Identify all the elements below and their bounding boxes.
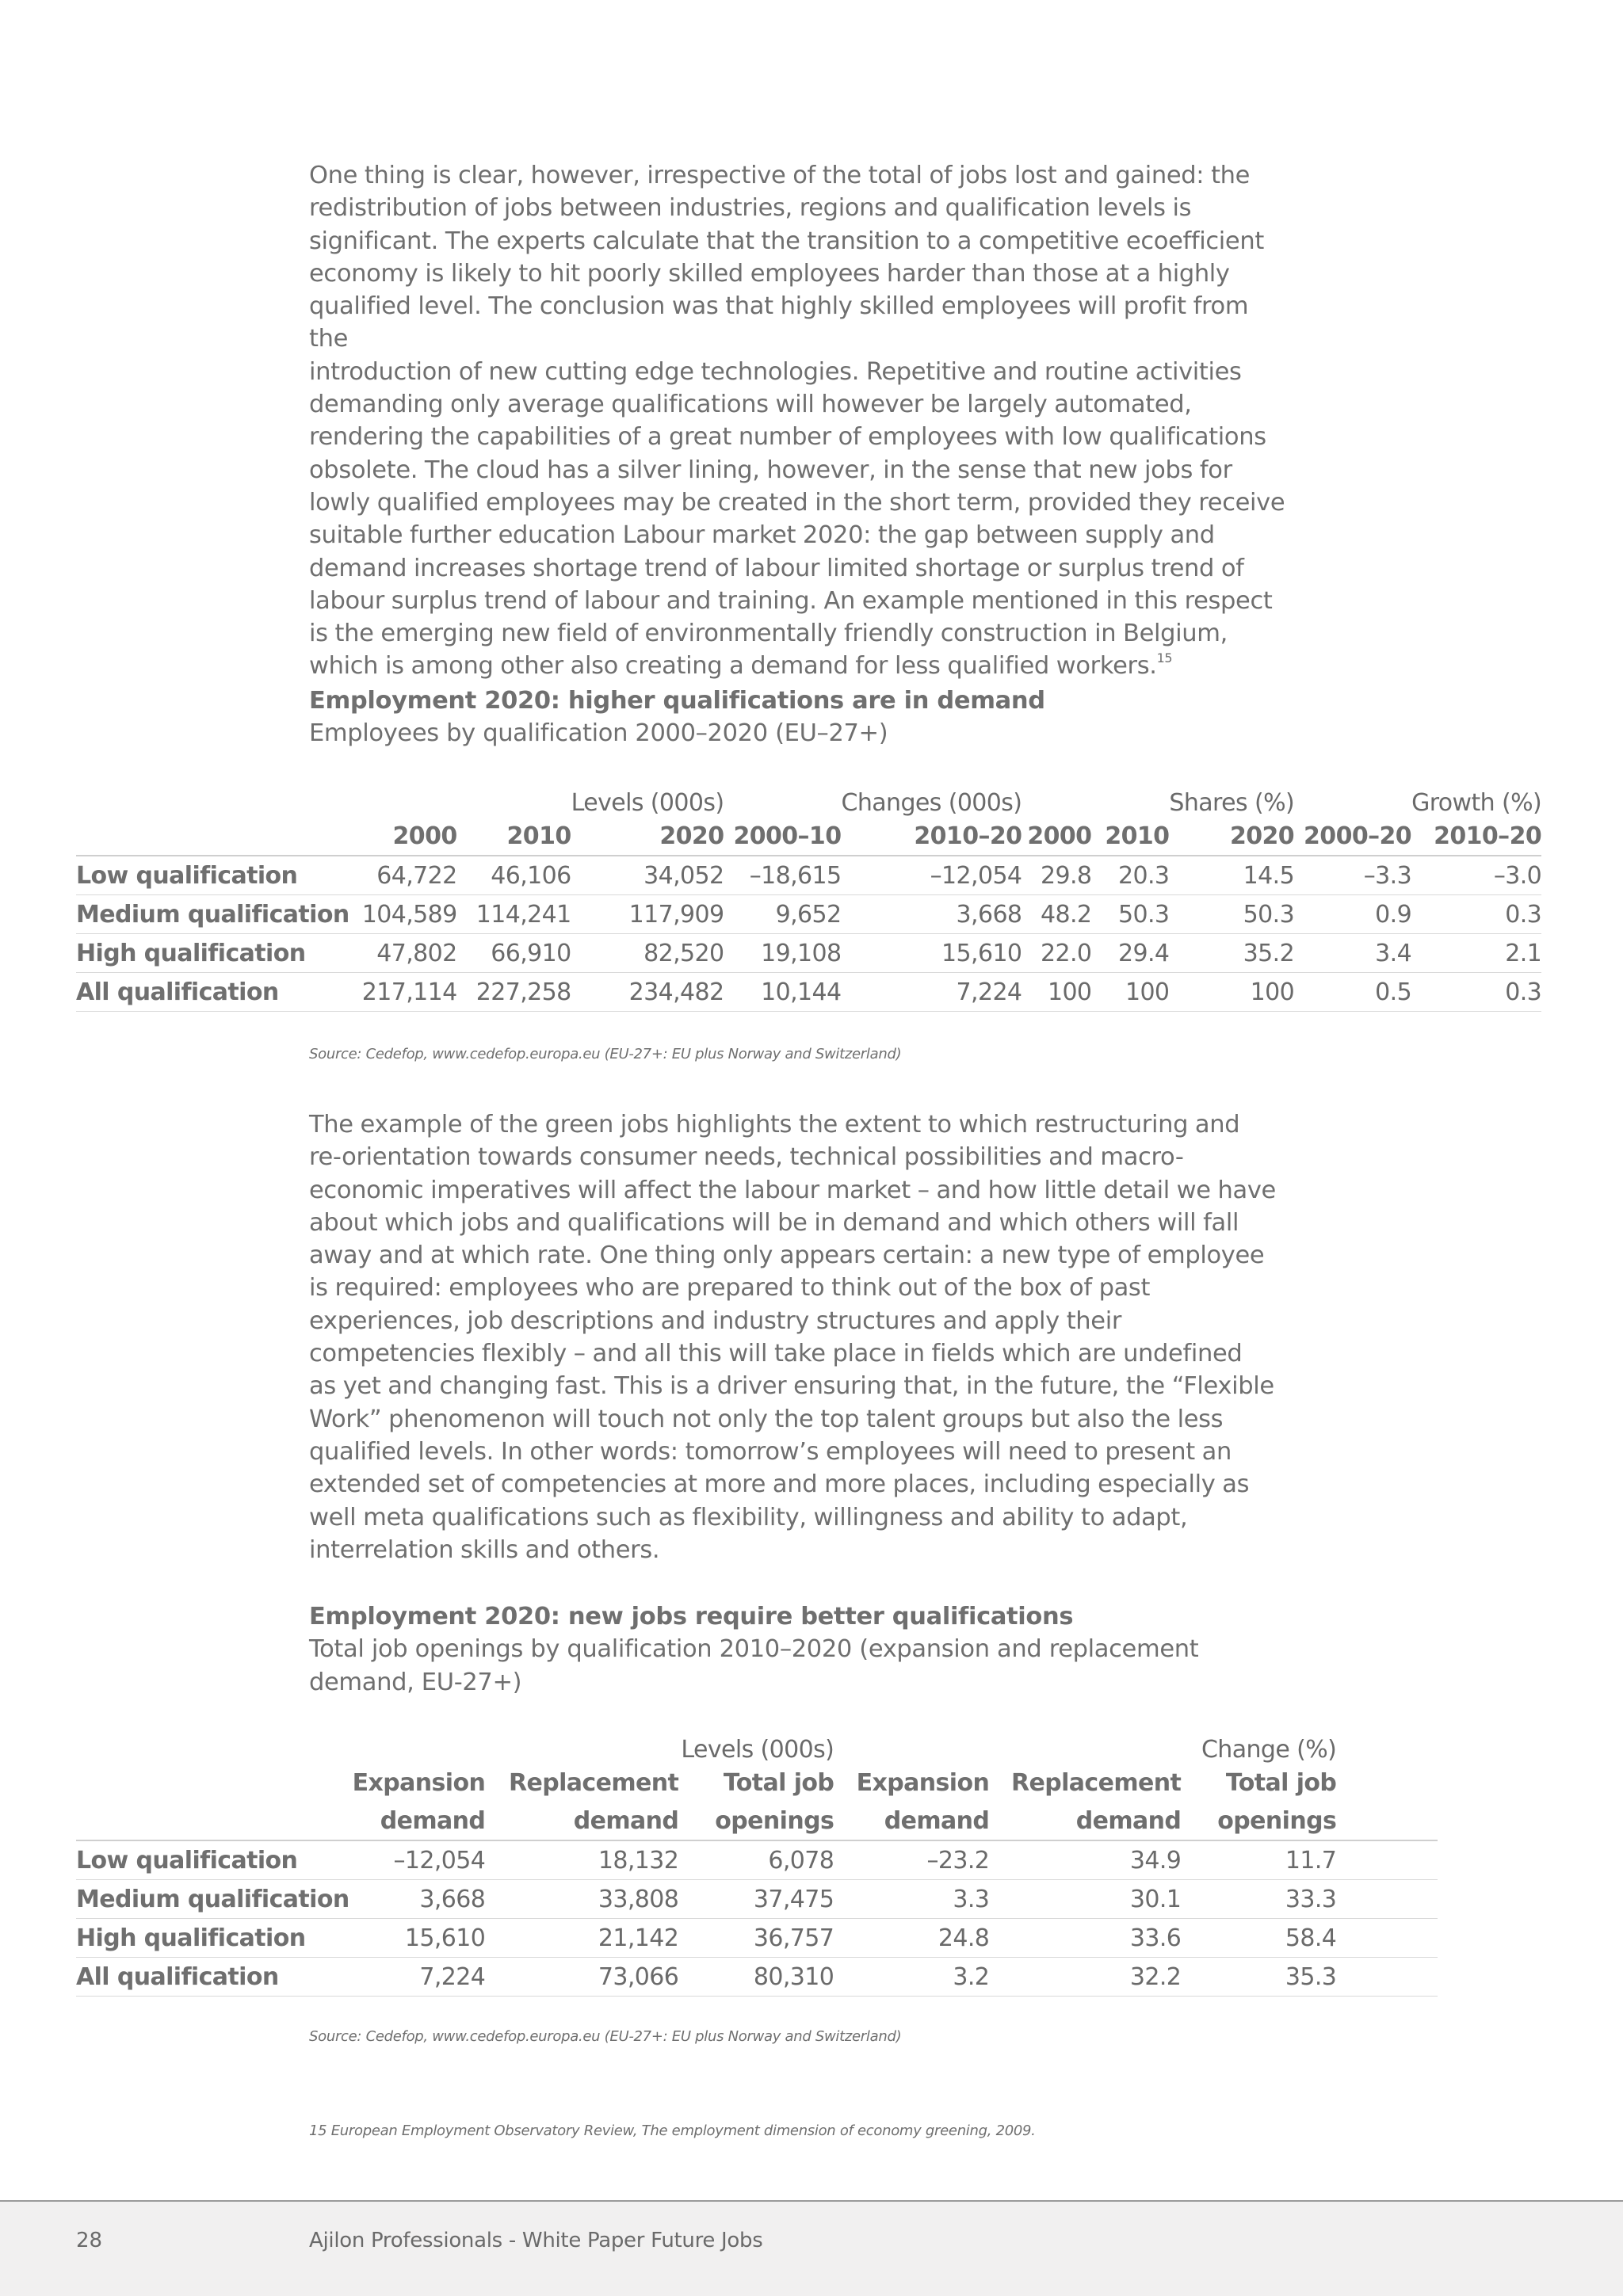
table2-group-levels: Levels (000s) [681,1736,834,1764]
table1-col-share-2000: 2000 [1022,817,1091,856]
table-cell: 21,142 [485,1919,678,1958]
table2-col-total-line2: openings [678,1802,834,1840]
table-cell: 0.3 [1411,973,1541,1012]
table1-col-2020: 2020 [571,817,724,856]
footnote-ref-15: 15 [1156,650,1173,666]
table-cell: 22.0 [1022,934,1091,973]
table-cell: 10,144 [724,973,841,1012]
row-label: Medium qualification [76,1880,353,1919]
table1-column-header-row [76,817,1541,856]
table1-group-changes: Changes (000s) [841,789,1022,817]
row-label: Low qualification [76,1840,353,1880]
table-cell: 0.9 [1294,895,1411,934]
table-cell: 30.1 [989,1880,1181,1919]
table-cell: 48.2 [1022,895,1091,934]
table-cell: 15,610 [353,1919,486,1958]
table-cell: 234,482 [571,973,724,1012]
table-cell: 3.4 [1294,934,1411,973]
table-cell: 18,132 [485,1840,678,1880]
table-cell: 114,241 [457,895,571,934]
table-cell: 3,668 [353,1880,486,1919]
table-cell: 34.9 [989,1840,1181,1880]
table1-group-header-row [76,780,1541,817]
table-cell: 58.4 [1181,1919,1336,1958]
table1-col-growth-2000-20: 2000–20 [1294,817,1411,856]
table-cell: 7,224 [841,973,1022,1012]
table-cell: 6,078 [678,1840,834,1880]
table-row [76,934,1541,973]
table-cell: 32.2 [989,1958,1181,1997]
table-cell: 0.3 [1411,895,1541,934]
table-cell: 36,757 [678,1919,834,1958]
table1-col-2010-20: 2010–20 [841,817,1022,856]
table-cell: 64,722 [353,856,457,895]
row-label: Medium qualification [76,895,353,934]
table1-heading [309,685,1292,750]
table2-title: Employment 2020: new jobs require better qualifications [309,1603,1074,1630]
row-label: Low qualification [76,856,353,895]
table-cell: 33.3 [1181,1880,1336,1919]
table-cell: 0.5 [1294,973,1411,1012]
table-cell: –3.0 [1411,856,1541,895]
table-cell: 33,808 [485,1880,678,1919]
table2-col-expansion-pct: Expansion [856,1768,990,1797]
table-cell: 73,066 [485,1958,678,1997]
table-cell: 217,114 [353,973,457,1012]
page-number: 28 [76,2229,103,2252]
table1-group-levels: Levels (000s) [571,789,724,817]
table-cell: 2.1 [1411,934,1541,973]
table-cell: –3.3 [1294,856,1411,895]
table-cell: –12,054 [353,1840,486,1880]
table-cell: 9,652 [724,895,841,934]
table1-title: Employment 2020: higher qualifications are in demand [309,687,1045,715]
table1-col-2000: 2000 [353,817,457,856]
row-label: High qualification [76,934,353,973]
table-cell: –18,615 [724,856,841,895]
table2-group-change: Change (%) [1201,1736,1337,1764]
table-cell: 33.6 [989,1919,1181,1958]
table2-col-replacement: Replacement [508,1768,679,1797]
employees-by-qualification-table [76,780,1541,1012]
table2-col-expansion-pct-line2: demand [834,1802,989,1840]
table2-col-replacement-line2: demand [485,1802,678,1840]
table2-col-total-pct-line2: openings [1181,1802,1336,1840]
table-cell: 82,520 [571,934,724,973]
table-cell: 100 [1022,973,1091,1012]
table1-group-shares: Shares (%) [1169,789,1295,817]
table-cell: 35.3 [1181,1958,1336,1997]
table-cell: 46,106 [457,856,571,895]
table2-group-header-row [76,1727,1438,1764]
table-cell: 20.3 [1091,856,1169,895]
table-cell: 11.7 [1181,1840,1336,1880]
table-cell: 34,052 [571,856,724,895]
table2-col-total: Total job [723,1768,834,1797]
table-cell: 100 [1169,973,1294,1012]
table-cell: 7,224 [353,1958,486,1997]
footer-publication-title: Ajilon Professionals - White Paper Future Jobs [309,2229,763,2252]
table-cell: 29.4 [1091,934,1169,973]
table-cell: 47,802 [353,934,457,973]
table-cell: 24.8 [834,1919,989,1958]
row-label: All qualification [76,1958,353,1997]
table-cell: 19,108 [724,934,841,973]
body-paragraph-2: The example of the green jobs highlights the extent to which restructuring and re-orientation towards consumer needs, technical possibilities and macro- economic imperatives will affect the labour market – and how little detail we have about which jobs and qualifications will be in demand and which others will fall away and at which rate. One thing only appears certain: a new type of employee is required: employees who are prepared to think out of the box of past experiences, job descriptions and industry structures and apply their competencies flexibly – and all this will take place in fields which are undefined as yet and changing fast. This is a driver ensuring that, in the future, the “Flexible Work” phenomenon will touch not only the top talent groups but also the less qualified levels. In other words: tomorrow’s employees will need to present an extended set of competencies at more and more places, including especially as well meta qualifications such as flexibility, willingness and ability to adapt, interrelation skills and others. [309,1111,1276,1564]
table-cell: 80,310 [678,1958,834,1997]
table2-col-replacement-pct-line2: demand [989,1802,1181,1840]
body-paragraph-1 [309,159,1292,683]
table1-col-2010: 2010 [457,817,571,856]
table-row [76,1840,1438,1880]
job-openings-by-qualification-table [76,1727,1438,1997]
table-row [76,973,1541,1012]
table2-subtitle: Total job openings by qualification 2010–2020 (expansion and replacement demand, EU-27+) [309,1635,1199,1696]
paragraph-1-text: One thing is clear, however, irrespective of the total of jobs lost and gained: the redistribution of jobs between industries, regions and qualification levels is significant. The experts calculate that the transition to a competitive ecoefficient economy is likely to hit poorly skilled employees harder than those at a highly qualified level. The conclusion was that highly skilled employees will profit from the introduction of new cutting edge technologies. Repetitive and routine activities demanding only average qualifications will however be largely automated, rendering the capabilities of a great number of employees with low qualifications obsolete. The cloud has a silver lining, however, in the sense that new jobs for lowly qualified employees may be created in the short term, provided they receive suitable further education Labour market 2020: the gap between supply and demand increases shortage trend of labour limited shortage or surplus trend of labour surplus trend of labour and training. An example mentioned in this respect is the emerging new field of environmentally friendly construction in Belgium, which is among other also creating a demand for less qualified workers. [309,162,1285,681]
table-cell: 3,668 [841,895,1022,934]
table1-source-note: Source: Cedefop, www.cedefop.europa.eu (EU-27+: EU plus Norway and Switzerland) [309,1046,902,1062]
table-row [76,856,1541,895]
footnote-15: 15 European Employment Observatory Review, The employment dimension of economy greening, 2009. [309,2122,1036,2139]
table1-col-share-2020: 2020 [1169,817,1294,856]
table-cell: –23.2 [834,1840,989,1880]
table-cell: –12,054 [841,856,1022,895]
table1-col-2000-10: 2000–10 [724,817,841,856]
row-label: All qualification [76,973,353,1012]
table-cell: 117,909 [571,895,724,934]
table-cell: 37,475 [678,1880,834,1919]
table1-subtitle: Employees by qualification 2000–2020 (EU–27+) [309,719,888,748]
table-row [76,1880,1438,1919]
table2-col-expansion-line2: demand [353,1802,486,1840]
table-cell: 3.2 [834,1958,989,1997]
table2-col-expansion: Expansion [352,1768,486,1797]
table-row [76,1919,1438,1958]
table-cell: 104,589 [353,895,457,934]
table1-col-growth-2010-20: 2010–20 [1411,817,1541,856]
page-footer [0,2200,1623,2296]
table-cell: 50.3 [1091,895,1169,934]
table-row [76,895,1541,934]
table1-col-share-2010: 2010 [1091,817,1169,856]
table-cell: 227,258 [457,973,571,1012]
table-cell: 100 [1091,973,1169,1012]
table-cell: 35.2 [1169,934,1294,973]
table-cell: 66,910 [457,934,571,973]
table2-column-header-row-1 [76,1764,1438,1802]
table2-col-replacement-pct: Replacement [1010,1768,1182,1797]
table-cell: 15,610 [841,934,1022,973]
table-cell: 14.5 [1169,856,1294,895]
table2-col-total-pct: Total job [1225,1768,1337,1797]
table2-column-header-row-2 [76,1802,1438,1840]
table2-source-note: Source: Cedefop, www.cedefop.europa.eu (EU-27+: EU plus Norway and Switzerland) [309,2028,902,2045]
table-cell: 3.3 [834,1880,989,1919]
row-label: High qualification [76,1919,353,1958]
table-cell: 50.3 [1169,895,1294,934]
table-cell: 29.8 [1022,856,1091,895]
table2-heading [309,1600,1292,1699]
table-row [76,1958,1438,1997]
table1-group-growth: Growth (%) [1411,789,1542,817]
